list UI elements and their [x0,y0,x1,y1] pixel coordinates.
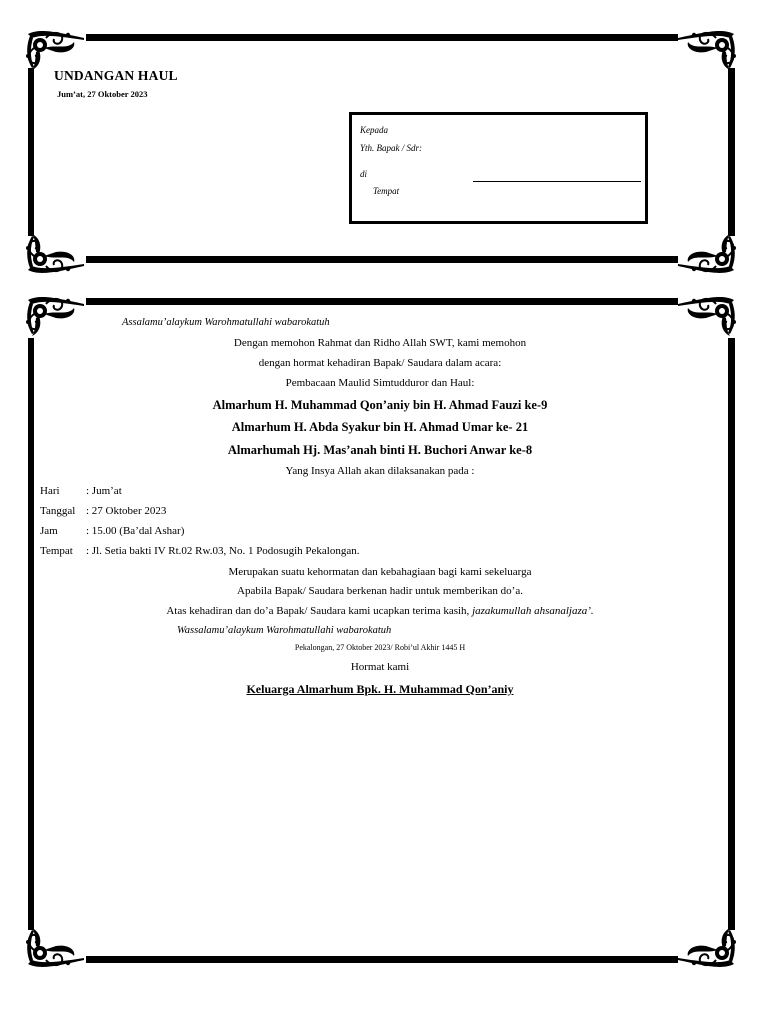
frame-top-border [86,298,678,305]
farewell: Wassalamu’alaykum Warohmatullahi wabarokatuh [177,625,392,636]
haul-name-3: Almarhumah Hj. Mas’anah binti H. Buchori Anwar ke-8 [227,443,533,457]
address-tempat: Tempat [373,186,400,196]
corner-ornament-icon [22,294,86,338]
place-date: Pekalongan, 27 Oktober 2023/ Robi’ul Akhir 1445 H [294,643,466,652]
detail-label-tanggal: Tanggal [40,505,76,517]
detail-value-tempat: : Jl. Setia bakti IV Rt.02 Rw.03, No. 1 Podosugih Pekalongan. [86,545,360,557]
greeting: Assalamu’alaykum Warohmatullahi wabarokatuh [122,317,330,328]
closing-line-1: Merupakan suatu kehormatan dan kebahagiaan bagi kami sekeluarga [228,566,532,578]
corner-ornament-icon [676,926,740,970]
corner-ornament-icon [676,28,740,72]
haul-name-1: Almarhum H. Muhammad Qon’aniy bin H. Ahmad Fauzi ke-9 [212,398,548,412]
closing-line-3-italic: jazakumullah ahsanaljaza’. [472,605,594,617]
corner-ornament-icon [676,294,740,338]
frame-bottom-border [86,956,678,963]
hormat-kami: Hormat kami [350,661,410,673]
address-box [349,112,648,224]
envelope-date: Jum’at, 27 Oktober 2023 [57,89,148,99]
address-fill-line [473,181,641,182]
intro-line-1: Dengan memohon Rahmat dan Ridho Allah SWT, kami memohon [233,337,527,349]
corner-ornament-icon [22,28,86,72]
schedule-intro: Yang Insya Allah akan dilaksanakan pada : [285,465,475,477]
frame-right-border [728,68,735,236]
detail-label-hari: Hari [40,485,60,497]
detail-value-tanggal: : 27 Oktober 2023 [86,505,167,517]
signature: Keluarga Almarhum Bpk. H. Muhammad Qon’aniy [246,682,514,696]
corner-ornament-icon [676,232,740,276]
detail-label-tempat: Tempat [40,545,73,557]
intro-line-2: dengan hormat kehadiran Bapak/ Saudara dalam acara: [258,357,502,369]
address-di: di [360,169,368,179]
corner-ornament-icon [22,232,86,276]
closing-line-2: Apabila Bapak/ Saudara berkenan hadir untuk memberikan do’a. [237,585,523,597]
detail-value-hari: : Jum’at [86,485,122,497]
closing-line-3 [0,605,760,617]
closing-line-3-text: Atas kehadiran dan do’a Bapak/ Saudara kami ucapkan terima kasih, [166,605,470,617]
envelope-title: UNDANGAN HAUL [54,68,178,83]
haul-name-2: Almarhum H. Abda Syakur bin H. Ahmad Umar ke- 21 [231,420,529,434]
corner-ornament-icon [22,926,86,970]
frame-top-border [86,34,678,41]
frame-left-border [28,68,34,236]
detail-value-jam: : 15.00 (Ba’dal Ashar) [86,525,185,537]
detail-label-jam: Jam [40,525,58,537]
address-recipient-label: Yth. Bapak / Sdr: [360,143,422,153]
frame-bottom-border [86,256,678,263]
event-name: Pembacaan Maulid Simtudduror dan Haul: [285,377,475,389]
address-kepada: Kepada [360,125,388,135]
